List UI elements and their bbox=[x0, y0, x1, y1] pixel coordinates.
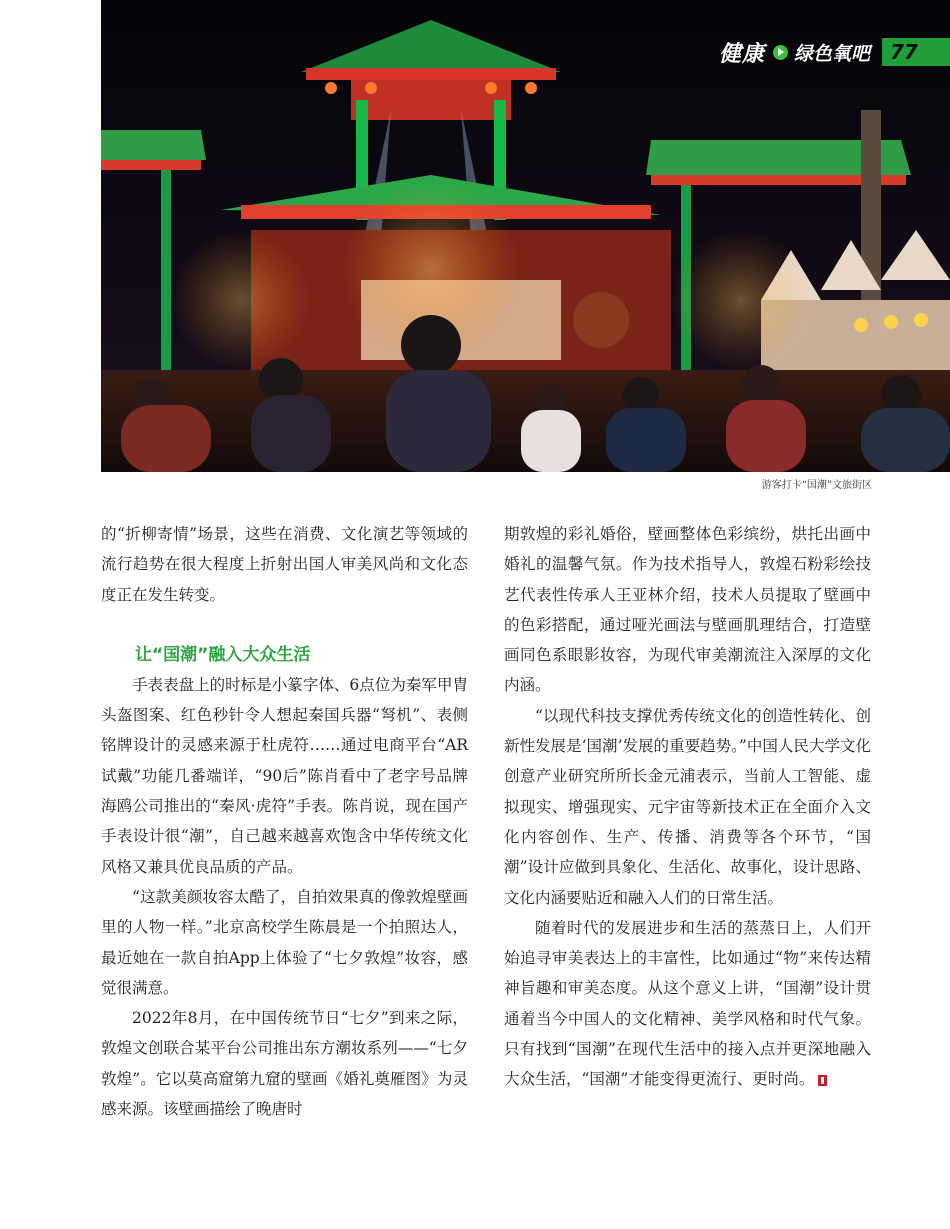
page-header bbox=[719, 38, 950, 66]
paragraph: “这款美颜妆容太酷了，自拍效果真的像敦煌壁画里的人物一样。”北京高校学生陈晨是一个拍照达人，最近她在一款自拍App上体验了“七夕敦煌”妆容，感觉很满意。 bbox=[101, 887, 468, 997]
photo-illustration bbox=[101, 0, 950, 472]
paragraph-text: 随着时代的发展进步和生活的蒸蒸日上，人们开始追寻审美表达上的丰富性，比如通过“物”来传达精神旨趣和审美态度。从这个意义上讲，“国潮”设计贯通着当今中国人的文化精神、美学风格和时代气象。只有找到“国潮”在现代生活中的接入点并更深地融入大众生活，“国潮”才能变得更流行、更时尚。 bbox=[504, 918, 871, 1089]
paragraph: 手表表盘上的时标是小篆字体、6点位为秦军甲胄头盔图案、红色秒针令人想起秦国兵器“弩机”、表侧铭牌设计的灵感来源于杜虎符……通过电商平台“AR试戴”功能几番端详，“90后”陈肖看中了老字号品牌海鸥公司推出的“秦风·虎符”手表。陈肖说，现在国产手表设计很“潮”，自己越来越喜欢饱含中华传统文化风格又兼具优良品质的产品。 bbox=[101, 675, 468, 876]
paragraph: 2022年8月，在中国传统节日“七夕”到来之际，敦煌文创联合某平台公司推出东方潮妆系列——“七夕敦煌”。它以莫高窟第九窟的壁画《婚礼奠雁图》为灵感来源。该壁画描绘了晚唐时 bbox=[101, 1009, 468, 1119]
page-number: 77 bbox=[882, 38, 950, 66]
photo-caption: 游客打卡“国潮”文旅街区 bbox=[761, 480, 872, 491]
right-column bbox=[504, 519, 871, 1095]
paragraph: 期敦煌的彩礼婚俗，壁画整体色彩缤纷，烘托出画中婚礼的温馨气氛。作为技术指导人，敦煌石粉彩绘技艺代表性传承人王亚林介绍，技术人员提取了壁画中的色彩搭配，通过哑光画法与壁画肌理结合，打造壁画同色系眼影妆容，为现代审美潮流注入深厚的文化内涵。 bbox=[504, 525, 871, 695]
section-title: 健康 bbox=[718, 41, 765, 67]
subsection-title: 绿色氧吧 bbox=[793, 42, 870, 65]
festival-street-photo bbox=[101, 0, 950, 472]
paragraph: “以现代科技支撑优秀传统文化的创造性转化、创新性发展是‘国潮’发展的重要趋势。”中国人民大学文化创意产业研究所所长金元浦表示，当前人工智能、虚拟现实、增强现实、元宇宙等新技术正在全面介入文化内容创作、生产、传播、消费等各个环节，“国潮”设计应做到具象化、生活化、故事化，设计思路、文化内涵要贴近和融入人们的日常生活。 bbox=[504, 706, 871, 907]
section-subheading: 让“国潮”融入大众生活 bbox=[135, 644, 311, 665]
paragraph: 的“折柳寄情”场景，这些在消费、文化演艺等领域的流行趋势在很大程度上折射出国人审美风尚和文化态度正在发生转变。 bbox=[101, 525, 468, 604]
paragraph bbox=[504, 913, 871, 1095]
arrow-right-icon bbox=[773, 45, 788, 60]
article-end-icon bbox=[818, 1075, 827, 1086]
left-column bbox=[101, 519, 468, 1124]
